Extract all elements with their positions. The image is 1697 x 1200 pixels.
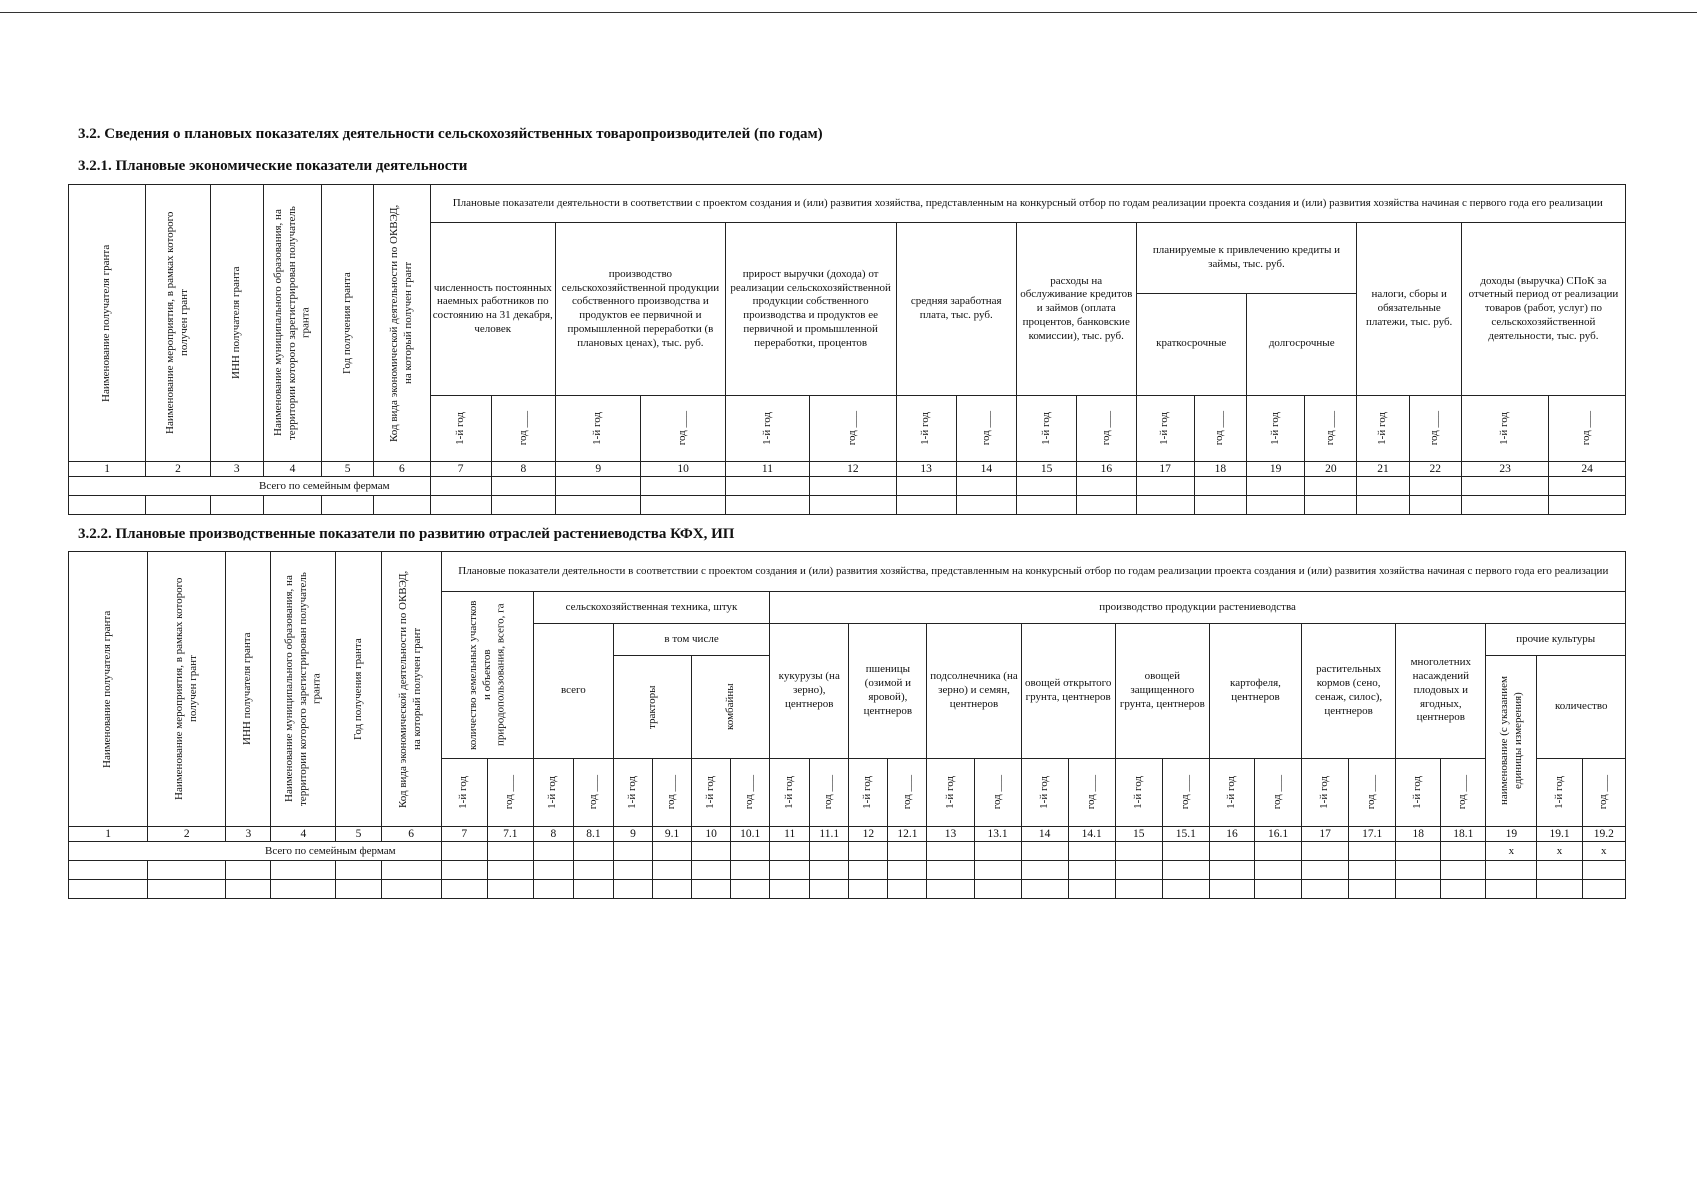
t2-cell[interactable] (1254, 842, 1301, 861)
t2-cell[interactable] (1021, 861, 1068, 880)
t2-year-first: 1-й год (849, 758, 888, 826)
t2-cell[interactable] (1582, 880, 1625, 899)
t2-wheat: пшеницы (озимой и яровой), центнеров (849, 624, 927, 759)
t2-cell[interactable] (974, 842, 1021, 861)
t2-year-other: год ___ (487, 758, 533, 826)
t1-cell[interactable] (1017, 496, 1077, 515)
t2-column-number: 11.1 (810, 827, 849, 842)
t2-cell[interactable] (487, 880, 533, 899)
t2-cell[interactable] (1486, 861, 1537, 880)
t1-year-other: год ___ (956, 396, 1016, 462)
t1-year-other: год ___ (1409, 396, 1461, 462)
t2-cell[interactable] (613, 842, 652, 861)
t2-column-number: 7 (441, 827, 487, 842)
t2-year-other: год ___ (1254, 758, 1301, 826)
t1-ind-loans-long: долгосрочные (1268, 337, 1335, 350)
t2-cell[interactable] (1209, 880, 1254, 899)
t2-cell[interactable] (927, 842, 974, 861)
t2-cell[interactable] (1068, 880, 1115, 899)
t2-column-number: 14 (1021, 827, 1068, 842)
t2-other-name: наименование (с указанием единицы измерения) (1486, 656, 1537, 827)
t1-cell[interactable] (896, 496, 956, 515)
t2-col-event: Наименование мероприятия, в рамках которого получен грант (148, 552, 226, 827)
t1-column-number: 11 (725, 462, 809, 477)
section-title-3-2-1: 3.2.1. Плановые экономические показатели деятельности (78, 158, 468, 174)
t1-year-other: год ___ (810, 396, 896, 462)
top-border-line (0, 12, 1697, 13)
t2-cell[interactable] (692, 842, 731, 861)
t2-column-number: 15 (1115, 827, 1162, 842)
t2-cell[interactable] (692, 880, 731, 899)
t2-cell[interactable] (927, 880, 974, 899)
t2-year-other: год ___ (731, 758, 770, 826)
t2-column-number: 16 (1209, 827, 1254, 842)
t2-column-number: 13.1 (974, 827, 1021, 842)
t1-column-number: 14 (956, 462, 1016, 477)
t2-cell[interactable] (441, 861, 487, 880)
t2-cell[interactable] (441, 842, 487, 861)
t1-cell[interactable] (1409, 496, 1461, 515)
t1-cell[interactable] (146, 496, 210, 515)
t1-cell[interactable] (1305, 477, 1357, 496)
t1-year-other: год ___ (1549, 396, 1626, 462)
t2-column-number: 18.1 (1441, 827, 1486, 842)
t2-cell[interactable] (770, 842, 810, 861)
t1-column-number: 6 (374, 462, 430, 477)
t1-col-grant-year: Год получения гранта (322, 185, 374, 462)
t2-cell[interactable] (653, 861, 692, 880)
t1-ind-taxes: налоги, сборы и обязательные платежи, тыс. руб. (1357, 223, 1461, 396)
t2-cell[interactable] (1537, 861, 1582, 880)
t2-year-other: год ___ (810, 758, 849, 826)
t2-col-recipient: Наименование получателя гранта (69, 552, 148, 827)
t2-cell[interactable] (1349, 861, 1396, 880)
t1-col-inn: ИНН получателя гранта (210, 185, 263, 462)
t2-cell[interactable] (1441, 880, 1486, 899)
t2-cell[interactable] (1349, 842, 1396, 861)
t2-col-inn: ИНН получателя гранта (226, 552, 271, 827)
t2-cell[interactable] (613, 880, 652, 899)
t1-cell[interactable] (1461, 496, 1548, 515)
t1-col-municipality: Наименование муниципального образования, на территории которого зарегистрирован получатель гранта (263, 185, 321, 462)
t1-column-number: 8 (491, 462, 555, 477)
t2-cell[interactable] (974, 880, 1021, 899)
t2-cell[interactable] (1021, 880, 1068, 899)
t1-year-first: 1-й год (556, 396, 641, 462)
t2-column-number: 18 (1396, 827, 1441, 842)
t2-cell[interactable] (1302, 861, 1349, 880)
t2-column-number: 7.1 (487, 827, 533, 842)
t2-column-number: 2 (148, 827, 226, 842)
t2-cell[interactable] (533, 861, 573, 880)
t2-cell[interactable] (573, 861, 613, 880)
t2-column-number: 12.1 (888, 827, 927, 842)
t2-cell[interactable] (1441, 861, 1486, 880)
t2-cell[interactable] (1486, 880, 1537, 899)
t1-cell[interactable] (725, 477, 809, 496)
t2-year-other: год ___ (1349, 758, 1396, 826)
t2-blank-row (69, 880, 1626, 899)
t2-cell[interactable] (381, 861, 441, 880)
t2-year-first: 1-й год (441, 758, 487, 826)
t1-col-event: Наименование мероприятия, в рамках которого получен грант (146, 185, 210, 462)
t2-column-number: 8.1 (573, 827, 613, 842)
t2-cell[interactable] (69, 861, 148, 880)
t2-cross-mark: x (1537, 842, 1582, 861)
t2-column-number: 11 (770, 827, 810, 842)
t1-year-first: 1-й год (1136, 396, 1194, 462)
t2-cell[interactable] (1115, 861, 1162, 880)
t2-column-number: 3 (226, 827, 271, 842)
t2-cell[interactable] (888, 880, 927, 899)
t2-potato: картофеля, центнеров (1209, 624, 1301, 759)
t1-year-other: год ___ (1194, 396, 1246, 462)
t1-cell[interactable] (374, 496, 430, 515)
t2-cell[interactable] (1209, 842, 1254, 861)
t1-ind-loan-costs: расходы на обслуживание кредитов и займов (оплата процентов, банковские комиссии), тыс. руб. (1017, 223, 1137, 396)
t1-cell[interactable] (263, 496, 321, 515)
t2-cross-mark: x (1582, 842, 1625, 861)
t1-cell[interactable] (210, 496, 263, 515)
t2-cell[interactable] (770, 861, 810, 880)
t2-column-number: 9.1 (653, 827, 692, 842)
t2-cell[interactable] (974, 861, 1021, 880)
t2-combines: комбайны (692, 656, 770, 759)
t2-column-number: 5 (336, 827, 381, 842)
t2-cell[interactable] (1209, 861, 1254, 880)
t1-cell[interactable] (956, 477, 1016, 496)
t2-cell[interactable] (770, 880, 810, 899)
t1-cell[interactable] (1194, 477, 1246, 496)
t1-cell[interactable] (1246, 496, 1304, 515)
t1-cell[interactable] (641, 496, 725, 515)
t1-cell[interactable] (896, 477, 956, 496)
t2-group-header: Плановые показатели деятельности в соответствии с проектом создания и (или) развития хозяйства, представленным на конкурсный отбор по годам реализации проекта создания и (или) развития хозяйства начиная с первого года его реализации (441, 552, 1625, 592)
t2-cell[interactable] (226, 880, 271, 899)
t2-cell[interactable] (487, 861, 533, 880)
t1-year-first: 1-й год (1017, 396, 1077, 462)
t2-col-municipality: Наименование муниципального образования, на территории которого зарегистрирован получатель гранта (271, 552, 336, 827)
t2-cell[interactable] (731, 842, 770, 861)
t1-cell[interactable] (430, 496, 491, 515)
t2-cell[interactable] (810, 842, 849, 861)
t1-ind-loans-short: краткосрочные (1137, 293, 1247, 395)
t1-year-first: 1-й год (725, 396, 809, 462)
t2-cell[interactable] (1162, 861, 1209, 880)
t2-cell[interactable] (1396, 880, 1441, 899)
t1-column-number: 1 (69, 462, 146, 477)
t2-cell[interactable] (1302, 842, 1349, 861)
t2-cell[interactable] (888, 861, 927, 880)
t2-fodder: растительных кормов (сено, сенаж, силос), центнеров (1302, 624, 1396, 759)
t2-cross-mark: x (1486, 842, 1537, 861)
t1-group-header: Плановые показатели деятельности в соответствии с проектом создания и (или) развития хозяйства, представленным на конкурсный отбор по годам реализации проекта создания и (или) развития хозяйства начиная с первого года его реализации (430, 185, 1625, 223)
t1-column-number: 19 (1246, 462, 1304, 477)
t2-year-first: 1-й год (1302, 758, 1349, 826)
t2-cell[interactable] (1582, 861, 1625, 880)
t2-column-number: 10.1 (731, 827, 770, 842)
t2-cell[interactable] (1349, 880, 1396, 899)
t1-cell[interactable] (1246, 477, 1304, 496)
t1-year-other: год ___ (1077, 396, 1136, 462)
t2-cell[interactable] (573, 842, 613, 861)
t1-column-number: 16 (1077, 462, 1136, 477)
t1-column-number: 9 (556, 462, 641, 477)
t1-cell[interactable] (810, 496, 896, 515)
t2-column-number: 17.1 (1349, 827, 1396, 842)
t1-column-number: 2 (146, 462, 210, 477)
t1-column-number: 24 (1549, 462, 1626, 477)
t1-ind-loans (1136, 223, 1357, 396)
t2-cell[interactable] (441, 880, 487, 899)
t2-year-other: год ___ (974, 758, 1021, 826)
t2-year-first: 1-й год (927, 758, 974, 826)
t2-column-number: 12 (849, 827, 888, 842)
t2-cell[interactable] (69, 880, 148, 899)
t2-cell[interactable] (1115, 880, 1162, 899)
t2-column-number: 14.1 (1068, 827, 1115, 842)
t1-cell[interactable] (641, 477, 725, 496)
t1-cell[interactable] (1357, 477, 1409, 496)
t2-cell[interactable] (1396, 861, 1441, 880)
economic-indicators-table (68, 184, 1626, 515)
t2-veg-closed: овощей защищенного грунта, центнеров (1115, 624, 1209, 759)
t1-column-number: 15 (1017, 462, 1077, 477)
t1-column-number: 20 (1305, 462, 1357, 477)
t1-cell[interactable] (556, 496, 641, 515)
t2-column-number: 1 (69, 827, 148, 842)
t2-total-label: Всего по семейным фермам (69, 842, 442, 861)
t1-year-other: год ___ (641, 396, 725, 462)
t1-ind-spok-income: доходы (выручка) СПоК за отчетный период от реализации товаров (работ, услуг) по сельскохозяйственной деятельности, тыс. руб. (1461, 223, 1625, 396)
t1-cell[interactable] (491, 477, 555, 496)
t2-column-number: 10 (692, 827, 731, 842)
t2-crop-production: производство продукции растениеводства (770, 592, 1626, 624)
t2-year-first: 1-й год (692, 758, 731, 826)
t2-column-number: 6 (381, 827, 441, 842)
t1-cell[interactable] (1461, 477, 1548, 496)
t2-cell[interactable] (810, 861, 849, 880)
t1-year-first: 1-й год (896, 396, 956, 462)
t2-col-grant-year: Год получения гранта (336, 552, 381, 827)
t1-col-okved: Код вида экономической деятельности по ОКВЭД, на который получен грант (374, 185, 430, 462)
t2-year-other: год ___ (573, 758, 613, 826)
t1-cell[interactable] (1136, 496, 1194, 515)
t2-cell[interactable] (271, 861, 336, 880)
t1-year-first: 1-й год (1461, 396, 1548, 462)
t2-cell[interactable] (226, 861, 271, 880)
t1-column-number: 18 (1194, 462, 1246, 477)
t2-cell[interactable] (148, 861, 226, 880)
t1-column-number: 13 (896, 462, 956, 477)
t2-year-first: 1-й год (533, 758, 573, 826)
t1-cell[interactable] (1077, 496, 1136, 515)
t2-cell[interactable] (533, 880, 573, 899)
t1-cell[interactable] (491, 496, 555, 515)
t1-cell[interactable] (725, 496, 809, 515)
t2-cell[interactable] (271, 880, 336, 899)
t1-column-number: 17 (1136, 462, 1194, 477)
t2-other-crops: прочие культуры (1486, 624, 1626, 656)
t2-year-other: год ___ (1441, 758, 1486, 826)
t2-cell[interactable] (1441, 842, 1486, 861)
t2-cell[interactable] (1068, 842, 1115, 861)
t1-column-number: 3 (210, 462, 263, 477)
t1-cell[interactable] (430, 477, 491, 496)
t1-cell[interactable] (1409, 477, 1461, 496)
t2-tech: сельскохозяйственная техника, штук (533, 592, 769, 624)
t2-sunflower: подсолнечника (на зерно) и семян, центнеров (927, 624, 1021, 759)
t1-column-number: 23 (1461, 462, 1548, 477)
t2-year-first: 1-й год (613, 758, 652, 826)
t2-cell[interactable] (888, 842, 927, 861)
t2-year-other: год ___ (1068, 758, 1115, 826)
t1-ind-loans-title: планируемые к привлечению кредиты и займы, тыс. руб. (1137, 223, 1357, 293)
t2-other-qty: количество (1537, 656, 1626, 759)
t1-column-number: 4 (263, 462, 321, 477)
t2-cell[interactable] (692, 861, 731, 880)
t2-cell[interactable] (336, 861, 381, 880)
t1-cell[interactable] (1549, 477, 1626, 496)
t1-year-first: 1-й год (1357, 396, 1409, 462)
t2-cell[interactable] (849, 842, 888, 861)
t1-total-label: Всего по семейным фермам (69, 477, 431, 496)
t2-column-number: 17 (1302, 827, 1349, 842)
t1-column-number: 5 (322, 462, 374, 477)
t2-cell[interactable] (1162, 842, 1209, 861)
t1-cell[interactable] (1305, 496, 1357, 515)
t2-blank-row (69, 861, 1626, 880)
t2-land: количество земельных участков и объектов природопользования, всего, га (441, 592, 533, 759)
t2-perennial: многолетних насаждений плодовых и ягодных, центнеров (1396, 624, 1486, 759)
t2-column-number: 19.2 (1582, 827, 1625, 842)
t2-cell[interactable] (533, 842, 573, 861)
t1-column-number: 10 (641, 462, 725, 477)
t2-column-number: 15.1 (1162, 827, 1209, 842)
t1-cell[interactable] (69, 496, 146, 515)
t2-veg-open: овощей открытого грунта, центнеров (1021, 624, 1115, 759)
t2-year-first: 1-й год (1537, 758, 1582, 826)
t2-col-okved: Код вида экономической деятельности по ОКВЭД, на который получен грант (381, 552, 441, 827)
t1-cell[interactable] (556, 477, 641, 496)
t2-cell[interactable] (148, 880, 226, 899)
t1-cell[interactable] (1194, 496, 1246, 515)
t2-cell[interactable] (1396, 842, 1441, 861)
t1-column-number: 21 (1357, 462, 1409, 477)
t2-cell[interactable] (1162, 880, 1209, 899)
t2-tech-total: всего (533, 624, 613, 759)
t2-cell[interactable] (849, 861, 888, 880)
t2-total-row (69, 842, 1626, 861)
t2-year-first: 1-й год (1115, 758, 1162, 826)
section-title-3-2: 3.2. Сведения о плановых показателях деятельности сельскохозяйственных товаропроизводителей (по годам) (78, 126, 823, 142)
t1-ind-production: производство сельскохозяйственной продукции собственного производства и продуктов ее первичной и промышленной переработки (в плановых ценах), тыс. руб. (556, 223, 726, 396)
t2-cell[interactable] (731, 880, 770, 899)
t1-cell[interactable] (1017, 477, 1077, 496)
t2-year-first: 1-й год (1021, 758, 1068, 826)
t2-year-first: 1-й год (770, 758, 810, 826)
t2-cell[interactable] (336, 880, 381, 899)
t1-column-numbers-row (69, 462, 1626, 477)
t1-column-number: 12 (810, 462, 896, 477)
t1-ind-revenue-growth: прирост выручки (дохода) от реализации сельскохозяйственной продукции собственного производства и продуктов ее первичной и промышленной переработки, процентов (725, 223, 896, 396)
t2-column-number: 9 (613, 827, 652, 842)
t2-cell[interactable] (1254, 880, 1301, 899)
t1-col-recipient: Наименование получателя гранта (69, 185, 146, 462)
t1-year-first: 1-й год (1246, 396, 1304, 462)
t2-column-number: 16.1 (1254, 827, 1301, 842)
t2-column-number: 8 (533, 827, 573, 842)
t2-column-numbers-row (69, 827, 1626, 842)
t2-cell[interactable] (849, 880, 888, 899)
t2-cell[interactable] (653, 880, 692, 899)
t2-cell[interactable] (573, 880, 613, 899)
t1-year-first: 1-й год (430, 396, 491, 462)
t2-tractors: тракторы (613, 656, 691, 759)
t2-year-other: год ___ (1582, 758, 1625, 826)
t2-corn: кукурузы (на зерно), центнеров (770, 624, 849, 759)
t2-cell[interactable] (1115, 842, 1162, 861)
t2-column-number: 13 (927, 827, 974, 842)
t2-cell[interactable] (1302, 880, 1349, 899)
t2-tech-incl: в том числе (613, 624, 769, 656)
t2-cell[interactable] (731, 861, 770, 880)
t1-cell[interactable] (956, 496, 1016, 515)
crop-production-indicators-table (68, 551, 1626, 899)
t1-cell[interactable] (1077, 477, 1136, 496)
t1-blank-row (69, 496, 1626, 515)
t2-year-other: год ___ (888, 758, 927, 826)
t2-cell[interactable] (927, 861, 974, 880)
t2-year-other: год ___ (653, 758, 692, 826)
t2-column-number: 19 (1486, 827, 1537, 842)
t2-cell[interactable] (381, 880, 441, 899)
t2-cell[interactable] (1021, 842, 1068, 861)
t2-year-first: 1-й год (1209, 758, 1254, 826)
t1-cell[interactable] (1549, 496, 1626, 515)
t1-total-row (69, 477, 1626, 496)
t1-year-other: год ___ (1305, 396, 1357, 462)
t1-cell[interactable] (322, 496, 374, 515)
t1-cell[interactable] (810, 477, 896, 496)
t2-cell[interactable] (1537, 880, 1582, 899)
section-title-3-2-2: 3.2.2. Плановые производственные показатели по развитию отраслей растениеводства КФХ, ИП (78, 526, 735, 542)
t2-cell[interactable] (1254, 861, 1301, 880)
t1-year-other: год ___ (491, 396, 555, 462)
t1-column-number: 22 (1409, 462, 1461, 477)
t1-ind-employees: численность постоянных наемных работников по состоянию на 31 декабря, человек (430, 223, 556, 396)
t2-cell[interactable] (487, 842, 533, 861)
t1-column-number: 7 (430, 462, 491, 477)
t2-cell[interactable] (810, 880, 849, 899)
t1-cell[interactable] (1136, 477, 1194, 496)
t2-year-other: год ___ (1162, 758, 1209, 826)
t1-ind-avg-salary: средняя заработная плата, тыс. руб. (896, 223, 1017, 396)
t2-cell[interactable] (613, 861, 652, 880)
t2-column-number: 4 (271, 827, 336, 842)
t1-cell[interactable] (1357, 496, 1409, 515)
t2-cell[interactable] (653, 842, 692, 861)
t2-column-number: 19.1 (1537, 827, 1582, 842)
t2-cell[interactable] (1068, 861, 1115, 880)
t2-year-first: 1-й год (1396, 758, 1441, 826)
